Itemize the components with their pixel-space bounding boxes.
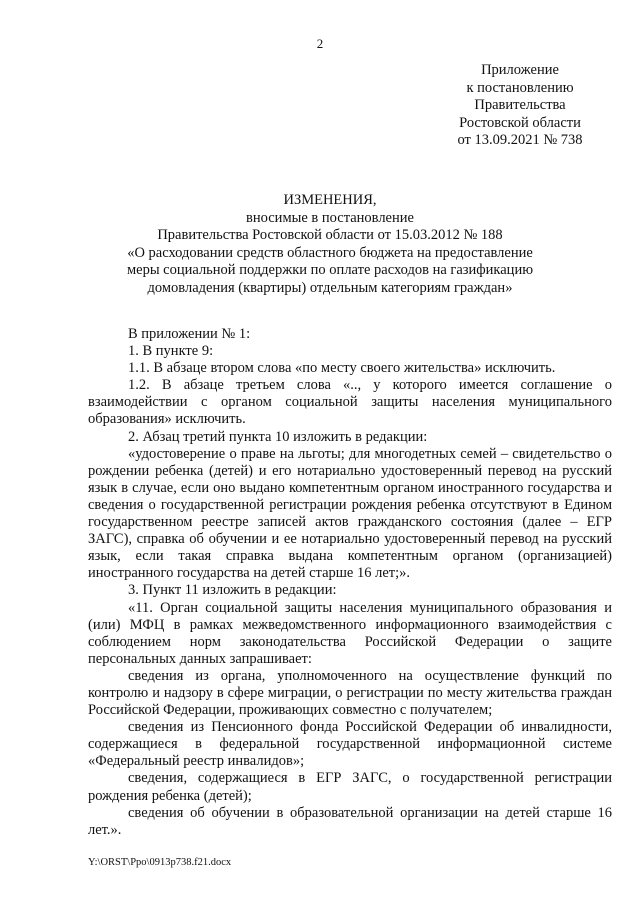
title-line: домовладения (квартиры) отдельным категориям граждан» (147, 279, 513, 296)
appendix-line: Приложение (481, 62, 559, 78)
paragraph-item-1: 1. В пункте 9: (128, 343, 214, 360)
document-body (88, 326, 612, 839)
paragraph-education: сведения об обучении в образовательной организации на детей старше 16 лет.». (88, 804, 612, 838)
title-line: «О расходовании средств областного бюджета на предоставление (127, 244, 533, 261)
paragraph-item-1-1: 1.1. В абзаце втором слова «по месту своего жительства» исключить. (128, 360, 556, 377)
paragraph-pension-fund: сведения из Пенсионного фонда Российской Федерации об инвалидности, содержащиеся в федеральной государственной информационной системе «Федеральный реестр инвалидов»; (88, 719, 612, 770)
appendix-line: к постановлению (466, 79, 574, 96)
paragraph-migration: сведения из органа, уполномоченного на осуществление функций по контролю и надзору в сфере миграции, о регистрации по месту жительства граждан Российской Федерации, проживающих совместно с получателем; (88, 667, 612, 719)
paragraph-item-3: 3. Пункт 11 изложить в редакции: (128, 582, 337, 599)
paragraph-intro: В приложении № 1: (128, 326, 251, 342)
title-line: Правительства Ростовской области от 15.03.2012 № 188 (157, 227, 503, 243)
document-title (80, 192, 580, 297)
appendix-line: Правительства (474, 97, 566, 113)
paragraph-item-2: 2. Абзац третий пункта 10 изложить в редакции: (128, 428, 428, 445)
title-line: вносимые в постановление (246, 209, 414, 226)
paragraph-quote-10: «удостоверение о праве на льготы; для многодетных семей – свидетельство о рождении ребенка (детей) и его нотариально удостоверенный перевод на русский язык в случае, если оно выдано компетентным органом иностранного государства и сведения о государственной регистрации рождения ребенка отсутствуют в Едином государственном реестре записей актов гражданского состояния (далее – ЕГР ЗАГС), справка об обучении и ее нотариально удостоверенный перевод на русский язык, если такая справка выдана компетентным органом (организацией) иностранного государства на детей старше 16 лет;». (88, 445, 612, 582)
paragraph-quote-11: «11. Орган социальной защиты населения муниципального образования и (или) МФЦ в рамках межведомственного информационного взаимодействия с соблюдением норм законодательства Российской Федерации о защите персональных данных запрашивает: (88, 599, 612, 667)
appendix-line: от 13.09.2021 № 738 (457, 132, 583, 148)
title-line: меры социальной поддержки по оплате расходов на газификацию (126, 262, 534, 278)
appendix-block (420, 62, 620, 150)
title-heading: ИЗМЕНЕНИЯ, (283, 192, 377, 208)
appendix-line: Ростовской области (459, 114, 581, 131)
paragraph-item-1-2: 1.2. В абзаце третьем слова «.., у которого имеется соглашение о взаимодействии с органом социальной защиты населения муниципального образования» исключить. (88, 377, 612, 428)
file-path-footer: Y:\ORST\Ppo\0913p738.f21.docx (88, 857, 232, 868)
paragraph-zags: сведения, содержащиеся в ЕГР ЗАГС, о государственной регистрации рождения ребенка (детей); (88, 770, 612, 804)
page-number: 2 (316, 36, 324, 51)
